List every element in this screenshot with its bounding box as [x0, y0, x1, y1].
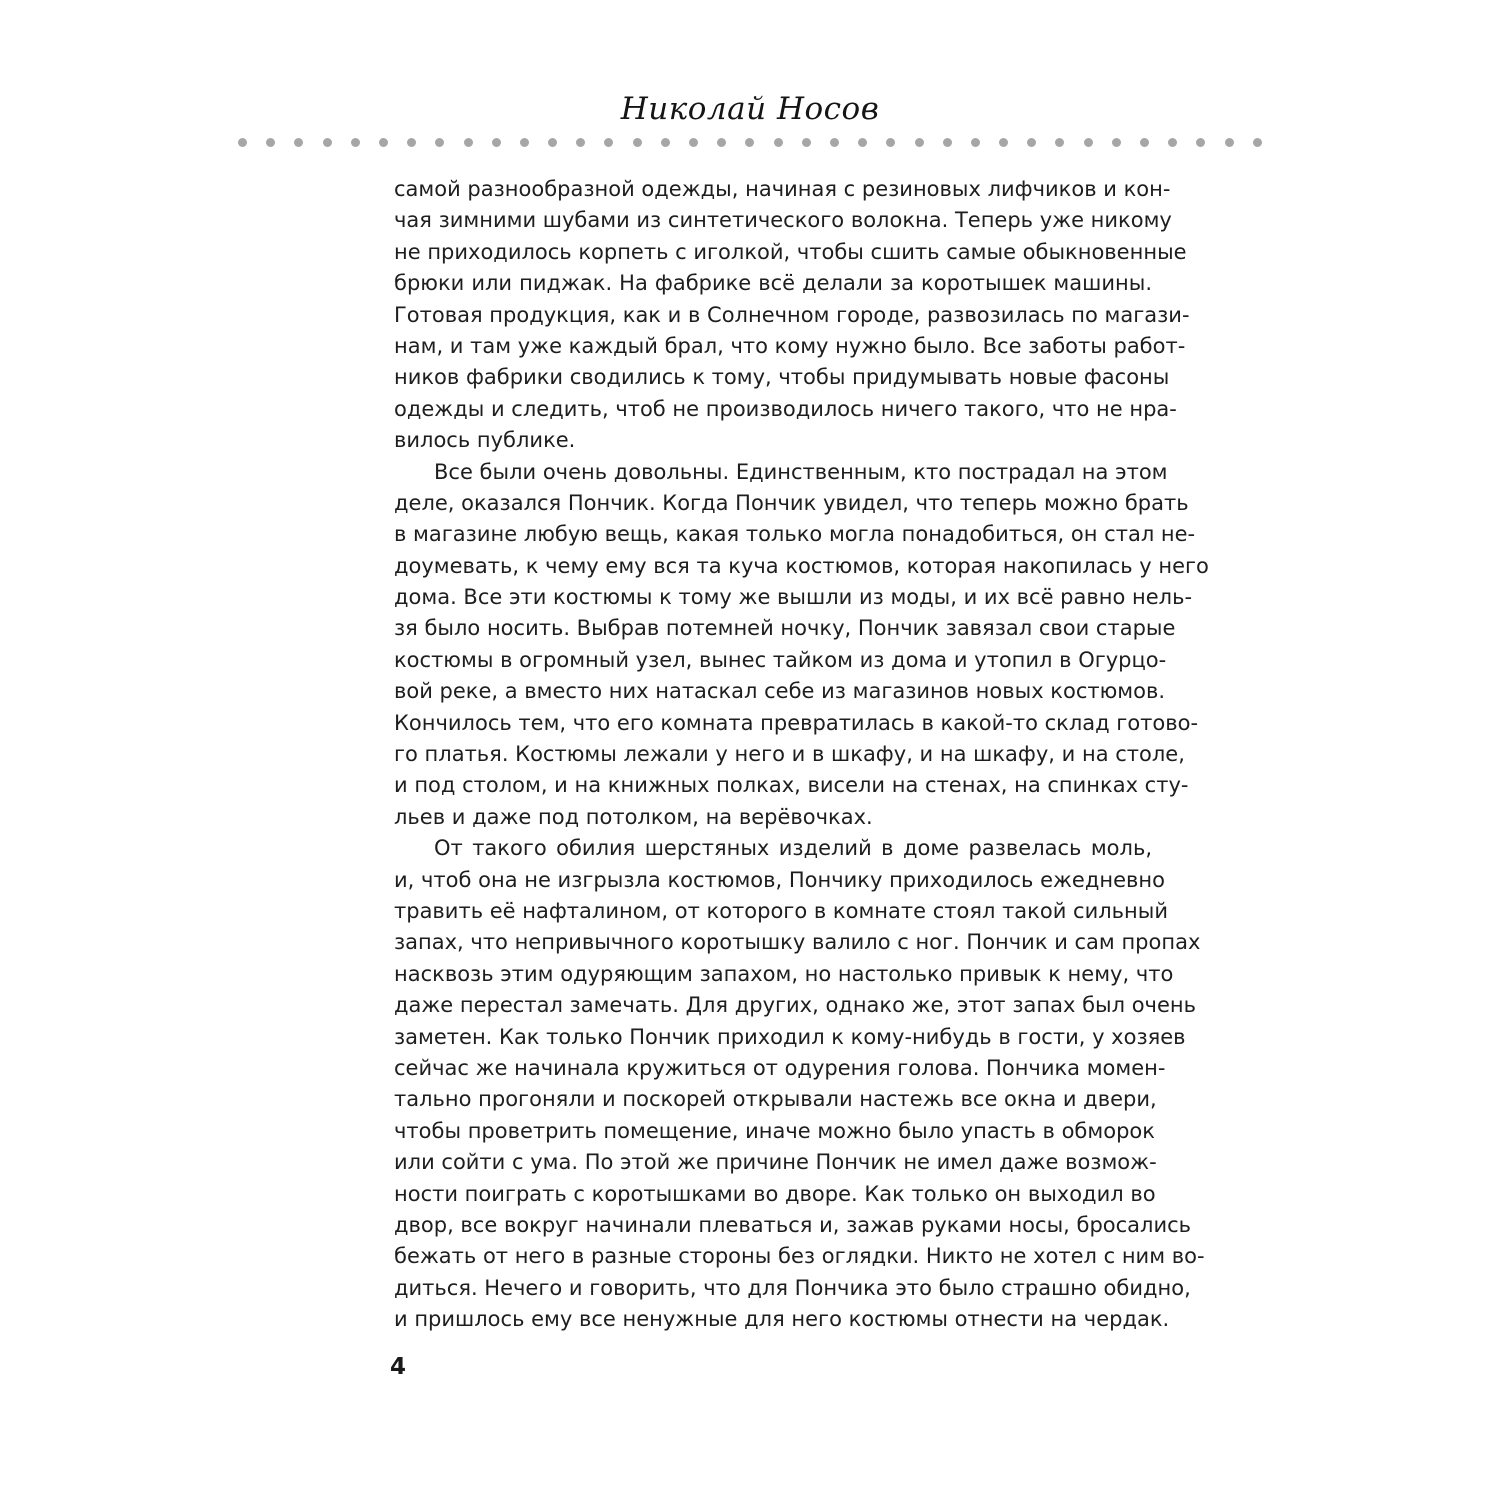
divider-dot	[520, 138, 529, 147]
text-line: не приходилось корпеть с иголкой, чтобы сшить самые обыкновенные	[394, 239, 1187, 264]
text-line: костюмы в огромный узел, вынес тайком из дома и утопил в Огурцо-	[394, 647, 1167, 672]
divider-dot	[802, 138, 811, 147]
text-line: самой разнообразной одежды, начиная с резиновых лифчиков и кон-	[394, 177, 1171, 201]
divider-dot	[435, 138, 444, 147]
divider-dot	[1253, 138, 1262, 147]
text-line: запах, что непривычного коротышку валило с ног. Пончик и сам пропах	[394, 930, 1201, 955]
divider-dot	[238, 138, 247, 147]
divider-dot	[266, 138, 275, 147]
paragraph	[394, 174, 1190, 457]
divider-dot	[464, 138, 473, 147]
divider-dot	[774, 138, 783, 147]
body-text	[394, 174, 1209, 1335]
divider-dot	[661, 138, 670, 147]
text-line: ников фабрики сводились к тому, чтобы придумывать новые фасоны	[394, 365, 1170, 390]
text-line: льев и даже под потолком, на верёвочках.	[394, 804, 873, 829]
divider-dot	[745, 138, 754, 147]
text-line: чтобы проветрить помещение, иначе можно было упасть в обморок	[394, 1118, 1155, 1143]
text-line: двор, все вокруг начинали плеваться и, зажав руками носы, бросались	[394, 1212, 1192, 1237]
text-line: вой реке, а вместо них натаскал себе из магазинов новых костюмов.	[394, 679, 1166, 704]
divider-dot	[633, 138, 642, 147]
text-line: и, чтоб она не изгрызла костюмов, Пончику приходилось ежедневно	[394, 867, 1165, 892]
divider-dot	[351, 138, 360, 147]
divider-dot	[294, 138, 303, 147]
text-line: доумевать, к чему ему вся та куча костюмов, которая накопилась у него	[394, 553, 1209, 578]
text-line: ности поиграть с коротышками во дворе. Как только он выходил во	[394, 1181, 1156, 1206]
divider-dot	[1084, 138, 1093, 147]
divider-dot	[830, 138, 839, 147]
divider-dot	[1027, 138, 1036, 147]
text-line: в магазине любую вещь, какая только могла понадобиться, он стал не-	[394, 522, 1196, 547]
text-line: нам, и там уже каждый брал, что кому нужно было. Все заботы работ-	[394, 333, 1186, 358]
text-line: дома. Все эти костюмы к тому же вышли из моды, и их всё равно нель-	[394, 585, 1193, 610]
divider-dot	[1225, 138, 1234, 147]
text-line: травить её нафталином, от которого в комнате стоял такой сильный	[394, 898, 1168, 923]
text-line: даже перестал замечать. Для других, однако же, этот запах был очень	[394, 993, 1196, 1018]
divider-dot	[407, 138, 416, 147]
paragraph	[394, 457, 1209, 834]
text-line: заметен. Как только Пончик приходил к кому-нибудь в гости, у хозяев	[394, 1024, 1186, 1049]
text-line: одежды и следить, чтоб не производилось ничего такого, что не нра-	[394, 396, 1177, 421]
divider-dot	[379, 138, 388, 147]
divider-dot	[1055, 138, 1064, 147]
text-line: или сойти с ума. По этой же причине Пончик не имел даже возмож-	[394, 1150, 1157, 1175]
dotted-divider	[238, 132, 1262, 152]
divider-dot	[915, 138, 924, 147]
text-line: сейчас же начинала кружиться от одурения голова. Пончика момен-	[394, 1055, 1166, 1080]
text-line: го платья. Костюмы лежали у него и в шкафу, и на шкафу, и на столе,	[394, 742, 1185, 767]
divider-dot	[886, 138, 895, 147]
text-line: Кончилось тем, что его комната превратилась в какой-то склад готово-	[394, 710, 1199, 735]
text-line: брюки или пиджак. На фабрике всё делали за коротышек машины.	[394, 271, 1152, 296]
divider-dot	[1196, 138, 1205, 147]
divider-dot	[858, 138, 867, 147]
text-line: Готовая продукция, как и в Солнечном городе, развозилась по магази-	[394, 302, 1190, 327]
text-line: бежать от него в разные стороны без оглядки. Никто не хотел с ним во-	[394, 1244, 1205, 1269]
running-header-author: Николай Носов	[620, 91, 880, 127]
paragraph	[394, 833, 1205, 1335]
divider-dot	[717, 138, 726, 147]
text-line: деле, оказался Пончик. Когда Пончик увидел, что теперь можно брать	[394, 490, 1189, 515]
divider-dot	[492, 138, 501, 147]
divider-dot	[1140, 138, 1149, 147]
text-line: Все были очень довольны. Единственным, кто пострадал на этом	[434, 459, 1168, 484]
text-line: насквозь этим одуряющим запахом, но настолько привык к нему, что	[394, 961, 1174, 986]
divider-dot	[689, 138, 698, 147]
text-line: диться. Нечего и говорить, что для Пончика это было страшно обидно,	[394, 1275, 1191, 1300]
text-line: вилось публике.	[394, 428, 576, 453]
divider-dot	[971, 138, 980, 147]
divider-dot	[576, 138, 585, 147]
divider-dot	[323, 138, 332, 147]
text-line: зя было носить. Выбрав потемней ночку, Пончик завязал свои старые	[394, 616, 1176, 641]
divider-dot	[999, 138, 1008, 147]
text-line: и под столом, и на книжных полках, висели на стенах, на спинках сту-	[394, 773, 1189, 798]
divider-dot	[1168, 138, 1177, 147]
divider-dot	[1112, 138, 1121, 147]
text-line: тально прогоняли и поскорей открывали настежь все окна и двери,	[394, 1087, 1157, 1112]
divider-dot	[943, 138, 952, 147]
divider-dot	[548, 138, 557, 147]
text-line: и пришлось ему все ненужные для него костюмы отнести на чердак.	[394, 1307, 1170, 1332]
text-line: От такого обилия шерстяных изделий в доме развелась моль,	[434, 836, 1152, 861]
text-line: чая зимними шубами из синтетического волокна. Теперь уже никому	[394, 208, 1172, 233]
page-number: 4	[390, 1354, 407, 1380]
divider-dot	[604, 138, 613, 147]
